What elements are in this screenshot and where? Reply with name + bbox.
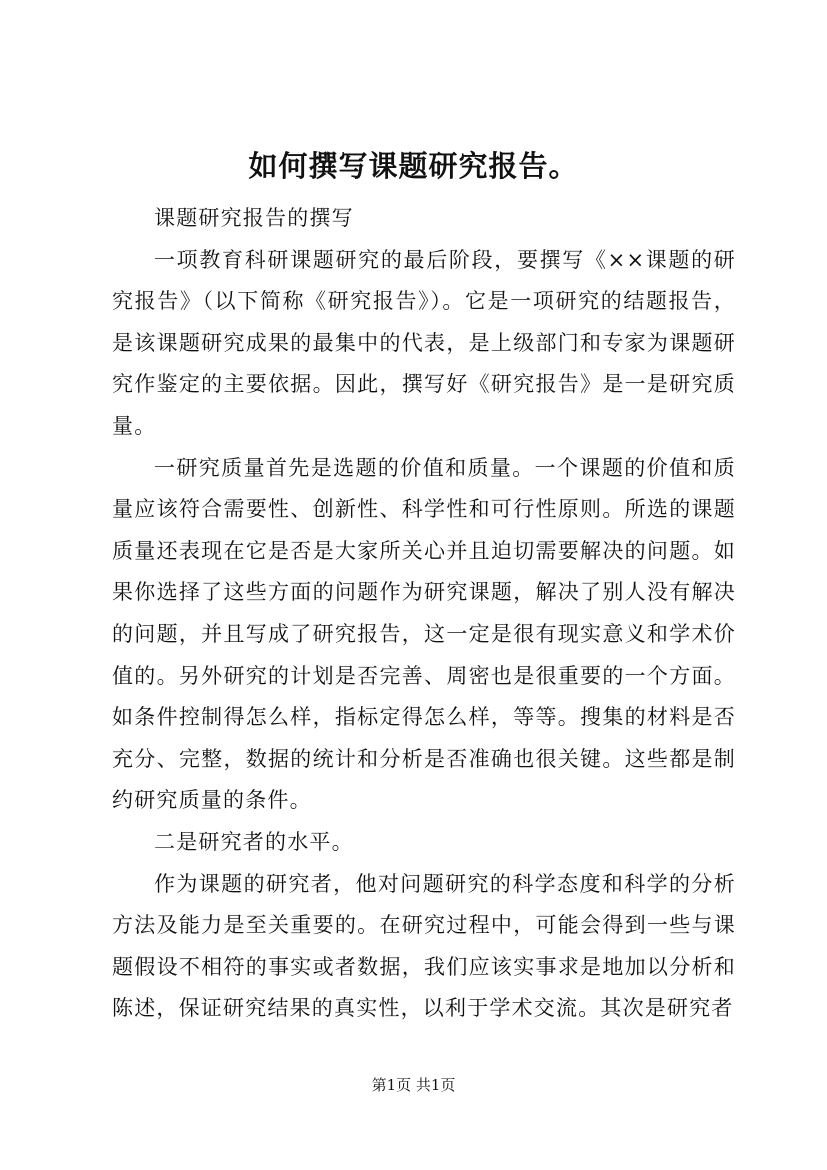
document-body <box>112 198 736 1030</box>
paragraph-researcher: 作为课题的研究者，他对问题研究的科学态度和科学的分析方法及能力是至关重要的。在研究过程中，可能会得到一些与课题假设不相符的事实或者数据，我们应该实事求是地加以分析和陈述，保证研究结果的真实性，以利于学术交流。其次是研究者 <box>112 871 736 1021</box>
paragraph-topic-quality: 一研究质量首先是选题的价值和质量。一个课题的价值和质量应该符合需要性、创新性、科学性和可行性原则。所选的课题质量还表现在它是否是大家所关心并且迫切需要解决的问题。如果你选择了这些方面的问题作为研究课题，解决了别人没有解决的问题，并且写成了研究报告，这一定是很有现实意义和学术价值的。另外研究的计划是否完善、周密也是很重要的一个方面。如条件控制得怎么样，指标定得怎么样，等等。搜集的材料是否充分、完整，数据的统计和分析是否准确也很关键。这些都是制约研究质量的条件。 <box>112 455 736 813</box>
document-title: 如何撰写课题研究报告。 <box>248 149 579 183</box>
page-footer: 第1页 共1页 <box>371 1076 456 1094</box>
paragraph-intro: 一项教育科研课题研究的最后阶段，要撰写《××课题的研究报告》（以下简称《研究报告》）。它是一项研究的结题报告，是该课题研究成果的最集中的代表，是上级部门和专家为课题研究作鉴定的主要依据。因此，撰写好《研究报告》是一是研究质量。 <box>112 247 736 438</box>
paragraph-heading-researcher: 二是研究者的水平。 <box>154 829 354 854</box>
paragraph-subtitle: 课题研究报告的撰写 <box>154 206 354 230</box>
